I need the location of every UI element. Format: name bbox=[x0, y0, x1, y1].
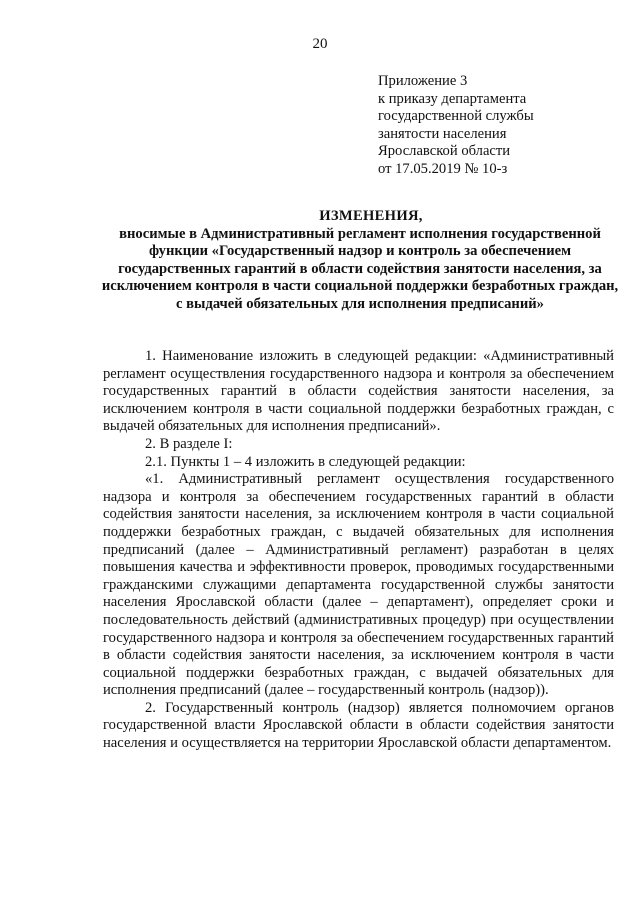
page-number: 20 bbox=[312, 36, 328, 52]
title-body: вносимые в Административный регламент исполнения государственной функции «Государственный надзор и контроль за обеспечением государственных гарантий в области содействия занятости населения, за исключением контроля в части социальной поддержки безработных граждан, с выдачей обязательных для исполнения предписаний» bbox=[101, 225, 619, 312]
appendix-line: Ярославской области bbox=[378, 143, 511, 160]
appendix-line: к приказу департамента bbox=[378, 90, 527, 107]
paragraph-regulation-point-2: 2. Государственный контроль (надзор) является полномочием органов государственной власти Ярославской области в области содействия занятости населения и осуществляется на территории Ярославской области департаментом. bbox=[103, 699, 614, 752]
appendix-line: Приложение 3 bbox=[378, 73, 468, 89]
title-heading: ИЗМЕНЕНИЯ, bbox=[319, 208, 423, 224]
appendix-line: государственной службы bbox=[378, 108, 534, 125]
document-title bbox=[100, 208, 620, 314]
appendix-line: занятости населения bbox=[378, 125, 507, 142]
appendix-line: от 17.05.2019 № 10-з bbox=[378, 160, 508, 177]
paragraph-section-1: 2. В разделе I: bbox=[145, 435, 233, 452]
paragraph-regulation-point-1: «1. Административный регламент осуществления государственного надзора и контроля за обеспечением государственных гарантий в области содействия занятости населения, за исключением контроля в части социальной поддержки безработных граждан, с выдачей обязательных для исполнения предписаний (далее – Административный регламент) разработан в целях повышения качества и эффективности проверок, проводимых государственными гражданскими служащими департамента государственной службы занятости населения Ярославской области (далее – департамент), определяет сроки и последовательность действий (административных процедур) при осуществлении государственного надзора и контроля за обеспечением государственных гарантий в области содействия занятости населения, за исключением контроля в части социальной поддержки безработных граждан, с выдачей обязательных для исполнения предписаний (далее – государственный контроль (надзор)). bbox=[103, 471, 614, 699]
paragraph-subsection-2-1: 2.1. Пункты 1 – 4 изложить в следующей редакции: bbox=[145, 453, 466, 470]
paragraph-item-1: 1. Наименование изложить в следующей редакции: «Административный регламент осуществления государственного надзора и контроля за обеспечением государственных гарантий в области содействия занятости населения, за исключением контроля в части социальной поддержки безработных граждан, с выдачей обязательных для исполнения предписаний». bbox=[103, 348, 614, 435]
appendix-block bbox=[378, 73, 618, 179]
document-body bbox=[103, 348, 614, 753]
